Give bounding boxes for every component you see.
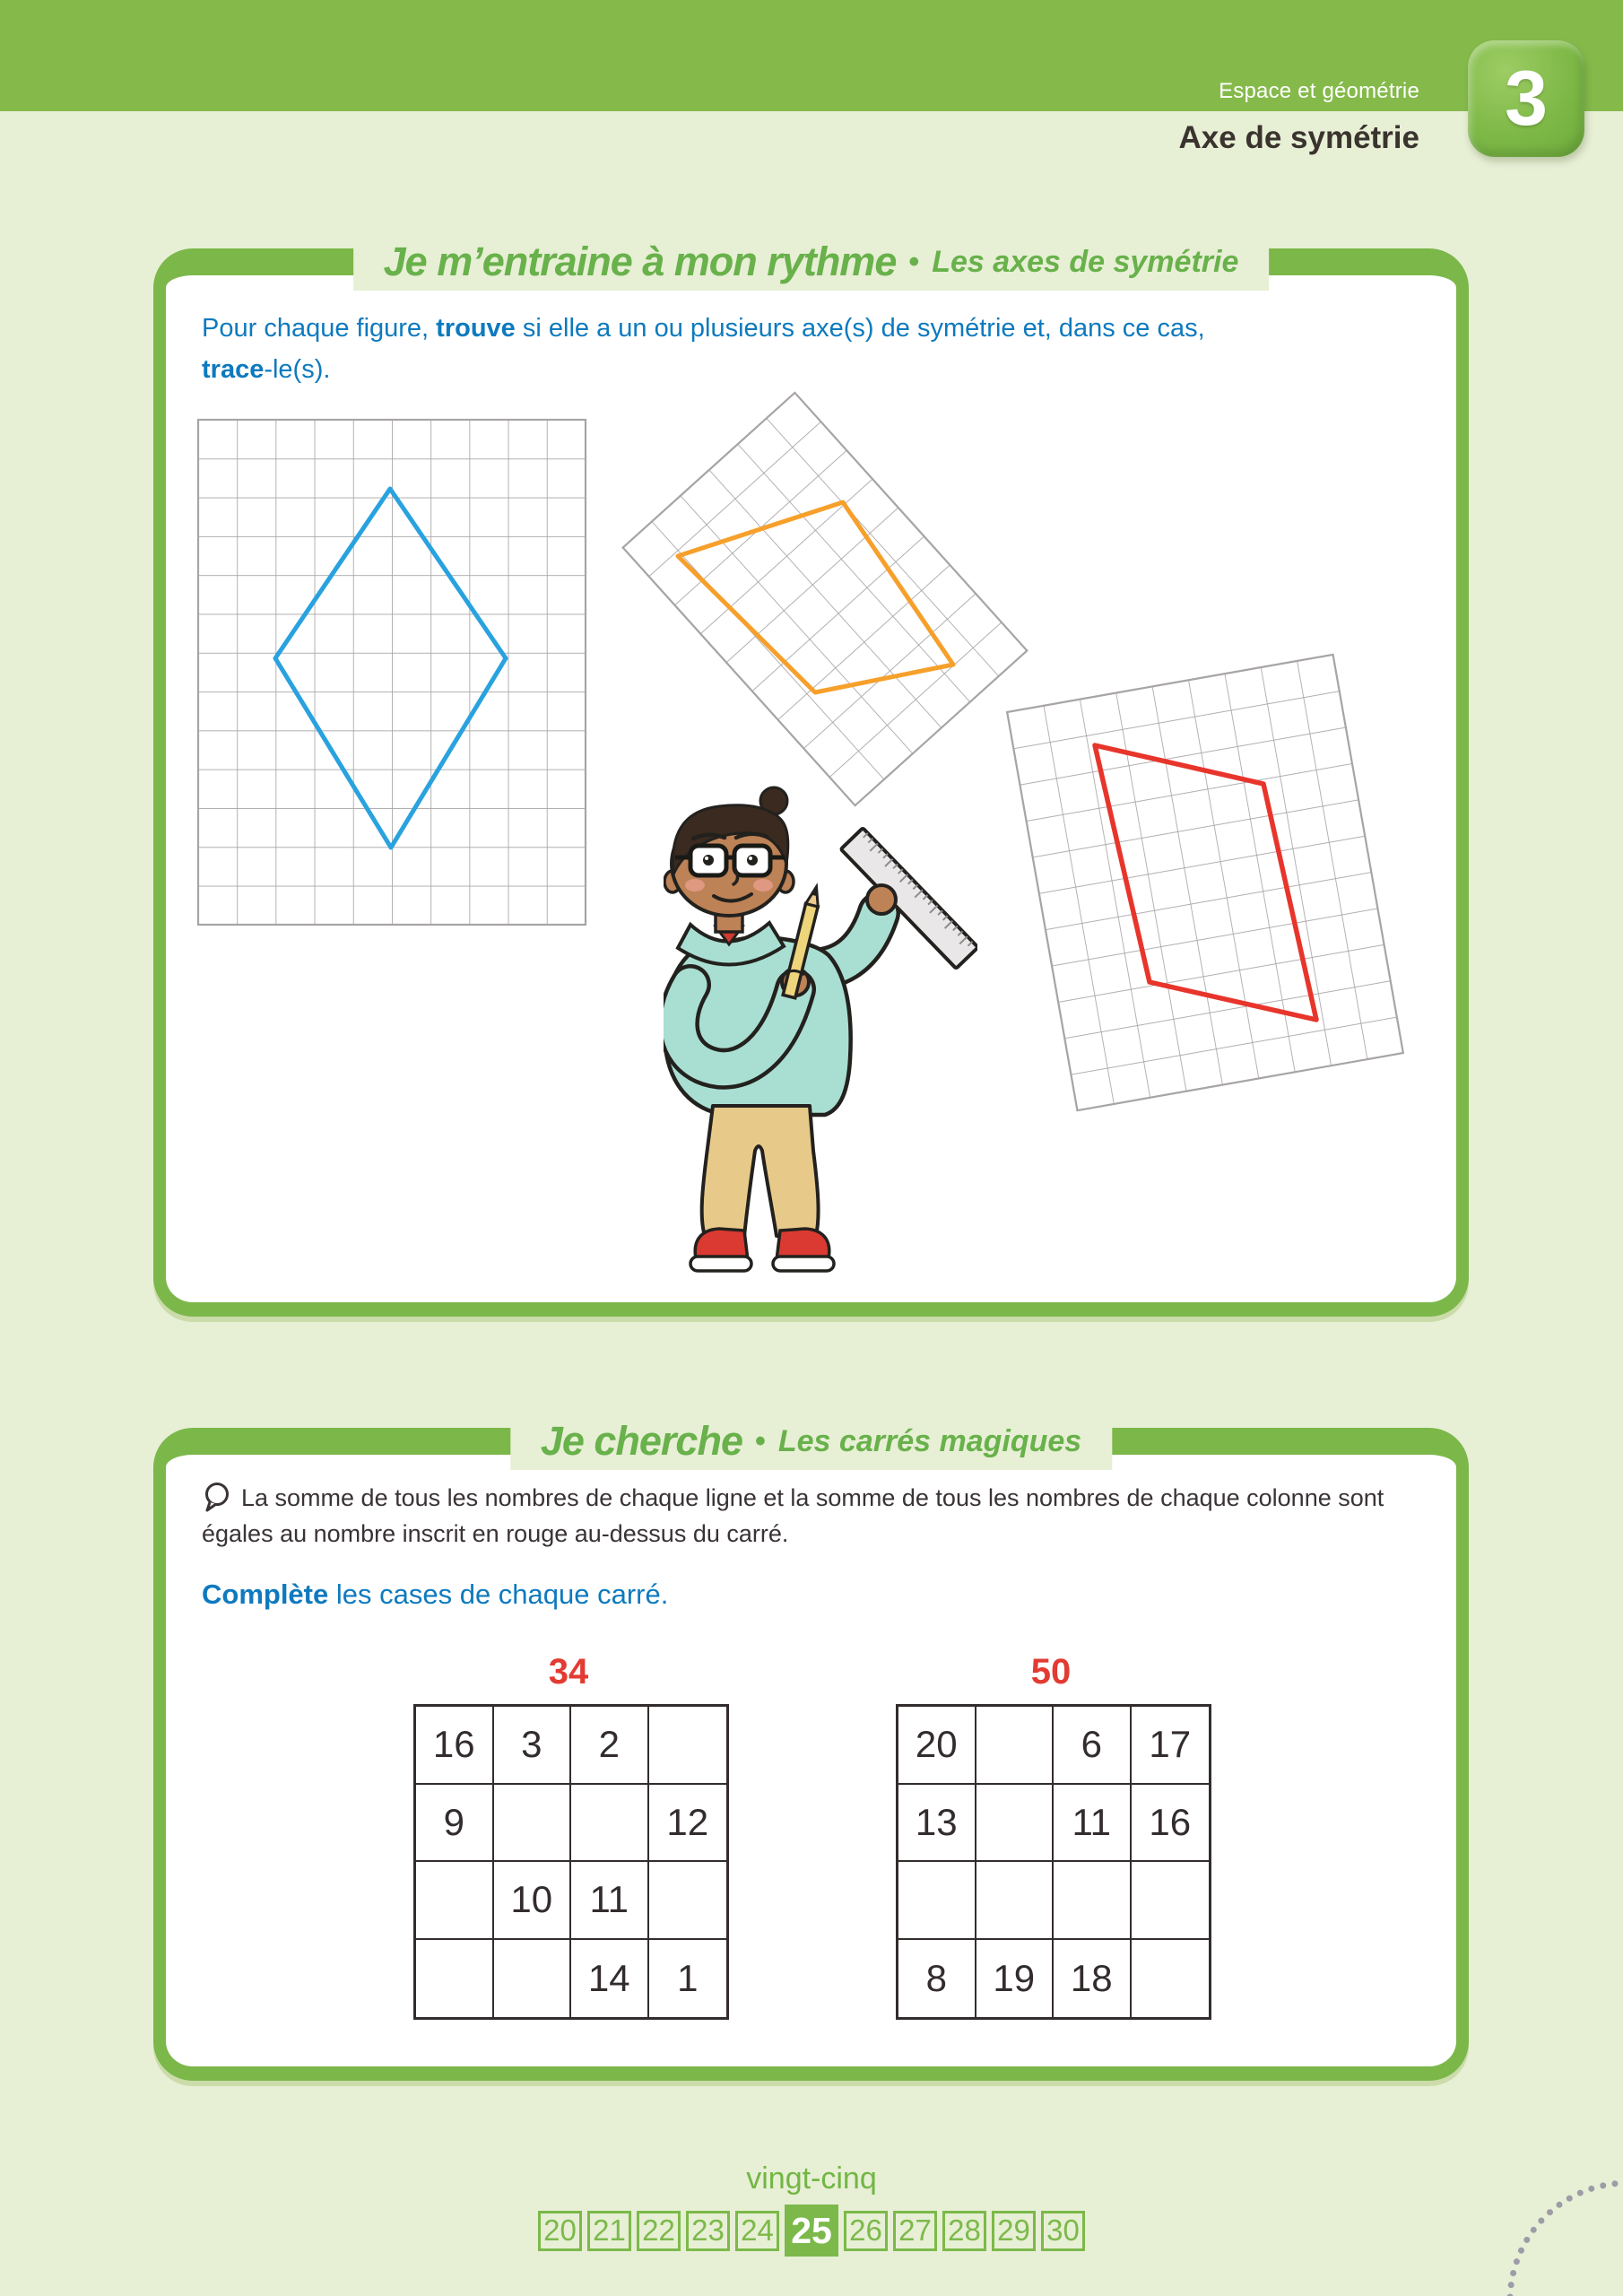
banner-script-text: Je cherche <box>540 1418 742 1464</box>
magic-square-2-target-sum: 50 <box>1030 1652 1072 1692</box>
ms1-cell: 14 <box>571 1940 649 2018</box>
subject-label: Espace et géométrie <box>1219 79 1419 103</box>
ms1-cell: 1 <box>677 1956 699 1999</box>
instruction-text: Pour chaque figure, trouve si elle a un ou plusieurs axe(s) de symétrie et, dans ce cas, trace-le(s). <box>202 314 1205 384</box>
speech-bubble-icon <box>202 1482 232 1512</box>
ms1-cell-empty[interactable] <box>494 1940 572 2018</box>
ms1-cell-empty[interactable] <box>649 1707 727 1785</box>
chapter-title: Axe de symétrie <box>1178 120 1419 155</box>
page-nav-20[interactable]: 20 <box>538 2211 582 2251</box>
rule-note-text: La somme de tous les nombres de chaque ligne et la somme de tous les nombres de chaque colonne sont égales au nombre inscrit en rouge au-dessus du carré. <box>202 1484 1384 1547</box>
ms1-cell: 3 <box>494 1707 572 1785</box>
chapter-number-badge <box>1468 40 1584 157</box>
page-nav-30[interactable]: 30 <box>1041 2211 1085 2251</box>
chapter-number: 3 <box>1505 55 1548 142</box>
ms2-cell-empty[interactable] <box>898 1862 976 1940</box>
figure-orange-quadrilateral[interactable] <box>623 393 1028 805</box>
page-nav-24[interactable]: 24 <box>735 2211 779 2251</box>
ms1-cell-empty[interactable] <box>649 1862 727 1940</box>
ms2-cell: 11 <box>1054 1785 1132 1863</box>
instruction-complete: Complète les cases de chaque carré. <box>202 1578 669 1610</box>
section2-banner <box>510 1413 1112 1470</box>
page-navigation <box>0 2205 1623 2257</box>
ms1-cell: 12 <box>649 1785 727 1863</box>
page-nav-22[interactable]: 22 <box>637 2211 681 2251</box>
ms2-cell: 17 <box>1132 1707 1210 1785</box>
right-shoe-icon <box>773 1229 834 1271</box>
ms1-cell-empty[interactable] <box>416 1940 494 2018</box>
ms1-cell: 2 <box>571 1707 649 1785</box>
ms2-cell-empty[interactable] <box>1132 1940 1210 2018</box>
ms2-cell: 19 <box>976 1940 1055 2018</box>
banner-topic-text: Les carrés magiques <box>777 1423 1082 1458</box>
ms1-cell: 10 <box>494 1862 572 1940</box>
page-nav-21[interactable]: 21 <box>587 2211 631 2251</box>
figure-red-parallelogram[interactable] <box>1007 655 1403 1110</box>
ms2-cell: 20 <box>898 1707 976 1785</box>
ms2-cell-empty[interactable] <box>976 1707 1055 1785</box>
banner-script-text: Je m’entraine à mon rythme <box>383 239 897 284</box>
ms1-cell: 16 <box>416 1707 494 1785</box>
ms2-cell-empty[interactable] <box>976 1785 1055 1863</box>
page-nav-28[interactable]: 28 <box>942 2211 986 2251</box>
ms1-cell: 11 <box>571 1862 649 1940</box>
ms2-cell: 13 <box>898 1785 976 1863</box>
banner-topic-text: Les axes de symétrie <box>932 244 1239 279</box>
student-character-illustration <box>664 774 977 1285</box>
ms2-cell: 18 <box>1054 1940 1132 2018</box>
dotted-arc-decoration <box>1471 2148 1623 2296</box>
left-shoe-icon <box>690 1229 751 1271</box>
rule-note <box>202 1480 1448 1552</box>
ms2-cell: 8 <box>898 1940 976 2018</box>
ms1-cell-empty[interactable] <box>494 1785 572 1863</box>
figure-blue-kite[interactable] <box>198 420 586 925</box>
page-nav-29[interactable]: 29 <box>992 2211 1036 2251</box>
page-nav-25-current[interactable]: 25 <box>785 2205 838 2257</box>
ms1-cell-empty[interactable] <box>416 1862 494 1940</box>
banner-bullet: • <box>754 1423 766 1458</box>
ms1-cell-empty[interactable] <box>571 1785 649 1863</box>
magic-square-2 <box>896 1704 1211 2020</box>
exercise-box-magic-squares <box>153 1418 1469 2081</box>
magic-square-1-target-sum: 34 <box>548 1652 589 1692</box>
page-number-word: vingt-cinq <box>746 2161 877 2196</box>
ms2-cell: 6 <box>1054 1707 1132 1785</box>
page-nav-23[interactable]: 23 <box>686 2211 730 2251</box>
page-nav-26[interactable]: 26 <box>844 2211 888 2251</box>
ms2-cell: 16 <box>1132 1785 1210 1863</box>
banner-bullet: • <box>908 244 920 279</box>
ms2-cell-empty[interactable] <box>976 1862 1055 1940</box>
ms1-cell: 9 <box>416 1785 494 1863</box>
page-nav-27[interactable]: 27 <box>893 2211 937 2251</box>
ms2-cell-empty[interactable] <box>1054 1862 1132 1940</box>
ms2-cell-empty[interactable] <box>1132 1862 1210 1940</box>
magic-square-1 <box>413 1704 729 2020</box>
